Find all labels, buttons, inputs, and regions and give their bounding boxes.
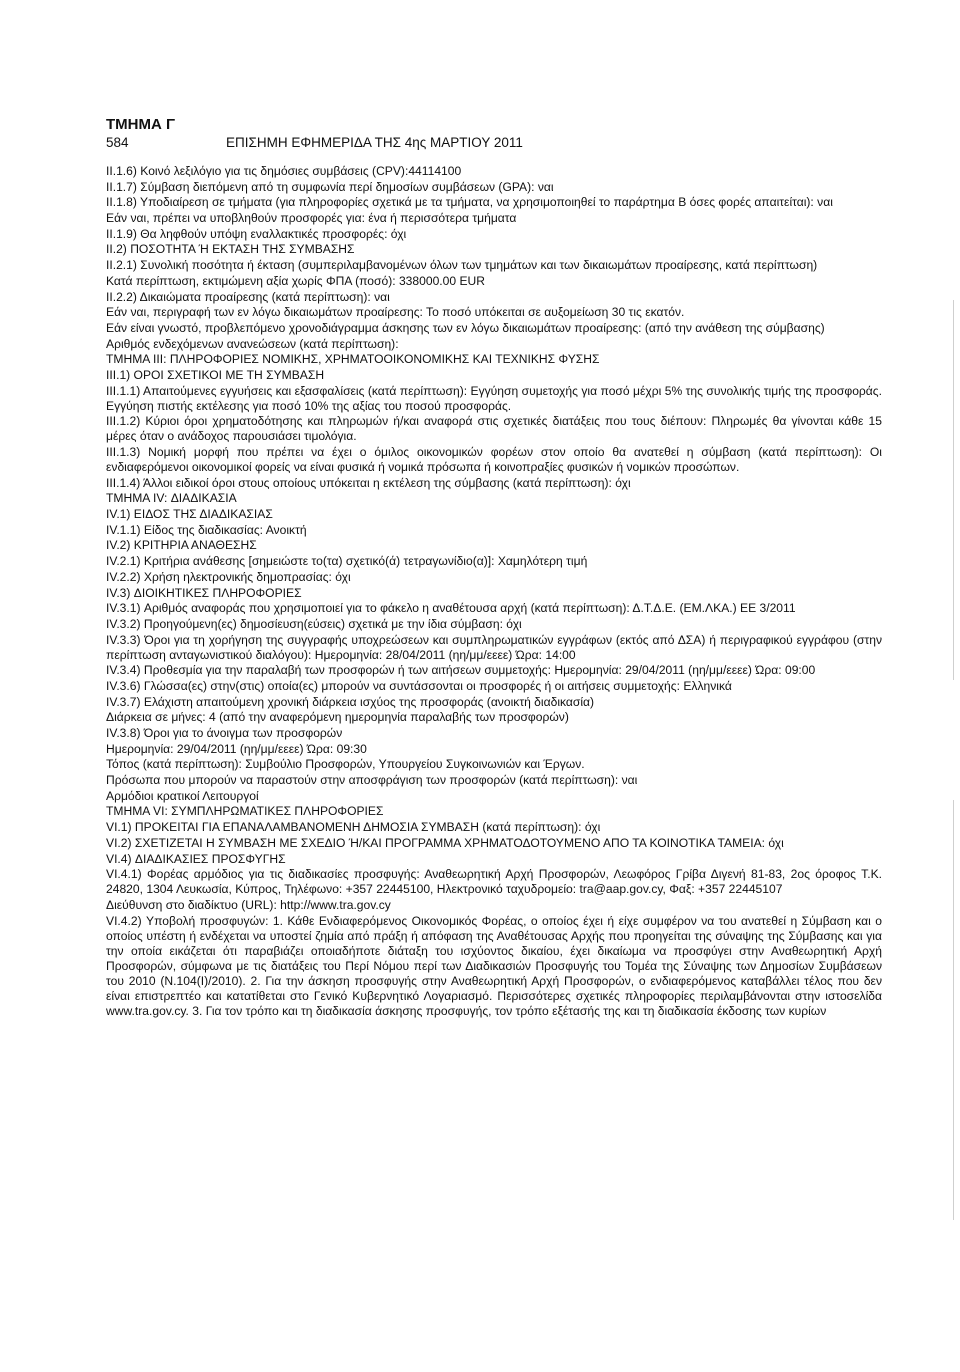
text-paragraph: IV.3.2) Προηγούμενη(ες) δημοσίευση(εύσεις) σχετικά με την ίδια σύμβαση: όχι — [106, 616, 522, 631]
text-paragraph: ΙΙ.1.8) Υποδιαίρεση σε τμήματα (για πληροφορίες σχετικά με τα τμήματα, να χρησιμοποιηθεί το παράρτημα Β όσες φορές απαιτείται): ναι — [106, 195, 833, 210]
section-heading: IV.2) ΚΡΙΤΗΡΙΑ ΑΝΑΘΕΣΗΣ — [106, 538, 257, 553]
text-paragraph: Διάρκεια σε μήνες: 4 (από την αναφερόμενη ημερομηνία παραλαβής των προσφορών) — [106, 710, 569, 725]
text-paragraph: ΙΙ.1.9) Θα ληφθούν υπόψη εναλλακτικές προσφορές: όχι — [106, 226, 407, 241]
text-paragraph: IV.3.8) Όροι για το άνοιγμα των προσφορών — [106, 726, 343, 740]
text-paragraph: Κατά περίπτωση, εκτιμώμενη αξία χωρίς ΦΠΑ (ποσό): 338000.00 EUR — [106, 273, 486, 288]
text-paragraph: Εάν ναι, πρέπει να υποβληθούν προσφορές για: ένα ή περισσότερα τμήματα — [106, 211, 517, 226]
text-paragraph: IV.3.1) Αριθμός αναφοράς που χρησιμοποιεί για το φάκελο η αναθέτουσα αρχή (κατά περίπτωση): Δ.Τ.Δ.Ε. (ΕΜ.ΛΚΑ.) ΕΕ 3/2011 — [106, 601, 796, 616]
text-paragraph: ΙΙΙ.1.3) Νομική μορφή που πρέπει να έχει ο όμιλος οικονομικών φορέων στον οποίο θα ανατεθεί η σύμβαση (κατά περίπτωση): Οι ενδιαφερόμενοι οικονομικοί φορείς να είναι φυσικά ή νομικά πρόσωπα ή κοινοπραξίες φυσικών ή νομικών προσώπων. — [106, 445, 882, 474]
section-heading: VI.2) ΣΧΕΤΙΖΕΤΑΙ Η ΣΥΜΒΑΣΗ ΜΕ ΣΧΕΔΙΟ Ή/ΚΑΙ ΠΡΟΓΡΑΜΜΑ ΧΡΗΜΑΤΟΔΟΤΟΥΜΕΝΟ ΑΠΟ ΤΑ ΚΟΙΝΟΤΙΚΑ ΤΑΜΕΙΑ: όχι — [106, 835, 784, 850]
text-paragraph: Αριθμός ενδεχόμενων ανανεώσεων (κατά περίπτωση): — [106, 336, 399, 351]
section-heading: IV.3) ΔΙΟΙΚΗΤΙΚΕΣ ΠΛΗΡΟΦΟΡΙΕΣ — [106, 585, 302, 600]
text-paragraph: ΙΙ.1.7) Σύμβαση διεπόμενη από τη συμφωνία περί δημοσίων συμβάσεων (GPA): ναι — [106, 179, 554, 194]
text-paragraph: Ημερομηνία: 29/04/2011 (ηη/μμ/εεεε) Ώρα: 09:30 — [106, 741, 367, 756]
text-paragraph: IV.3.4) Προθεσμία για την παραλαβή των προσφορών ή των αιτήσεων συμμετοχής: Ημερομηνία: 29/04/2011 (ηη/μμ/εεεε) Ώρα: 09:00 — [106, 663, 816, 678]
page-number: 584 — [106, 135, 129, 150]
text-paragraph: ΙΙΙ.1.4) Άλλοι ειδικοί όροι στους οποίους υπόκειται η εκτέλεση της σύμβασης (κατά περίπτωση): όχι — [106, 475, 631, 490]
text-paragraph: ΙΙ.1.6) Κοινό λεξιλόγιο για τις δημόσιες συμβάσεις (CPV):44114100 — [106, 164, 462, 178]
text-paragraph: Τόπος (κατά περίπτωση): Συμβούλιο Προσφορών, Υπουργείου Συγκοινωνιών και Έργων. — [106, 757, 585, 772]
document-page — [106, 116, 882, 1019]
text-paragraph: Διεύθυνση στο διαδίκτυο (URL): http://www.tra.gov.cy — [106, 897, 391, 912]
section-heading: ΙΙΙ.1) ΟΡΟΙ ΣΧΕΤΙΚΟΙ ΜΕ ΤΗ ΣΥΜΒΑΣΗ — [106, 367, 325, 382]
scan-edge-mark — [953, 300, 954, 680]
section-heading: IV.1) ΕΙΔΟΣ ΤΗΣ ΔΙΑΔΙΚΑΣΙΑΣ — [106, 507, 273, 522]
text-paragraph: IV.3.3) Όροι για τη χορήγηση της συγγραφής υποχρεώσεων και συμπληρωματικών εγγράφων (εκτός από ΔΣΑ) ή περιγραφικού εγγράφου (στην περίπτωση ανταγωνιστικού διαλόγου): Ημερομηνία: 28/04/2011 (ηη/μμ/εεεε) Ώρα: 14:00 — [106, 632, 882, 662]
text-paragraph: ΙΙ.2.1) Συνολική ποσότητα ή έκταση (συμπεριλαμβανομένων όλων των τμημάτων και των δικαιωμάτων προαίρεσης, κατά περίπτωση) — [106, 258, 818, 273]
text-paragraph: IV.3.7) Ελάχιστη απαιτούμενη χρονική διάρκεια ισχύος της προσφοράς (ανοικτή διαδικασία) — [106, 694, 595, 709]
section-heading: ΙΙ.2) ΠΟΣΟΤΗΤΑ Ή ΕΚΤΑΣΗ ΤΗΣ ΣΥΜΒΑΣΗΣ — [106, 242, 355, 257]
section-heading: ΤΜΗΜΑ ΙV: ΔΙΑΔΙΚΑΣΙΑ — [106, 491, 237, 506]
section-heading: VI.4) ΔΙΑΔΙΚΑΣΙΕΣ ΠΡΟΣΦΥΓΗΣ — [106, 851, 286, 866]
text-paragraph: VI.4.1) Φορέας αρμόδιος για τις διαδικασίες προσφυγής: Αναθεωρητική Αρχή Προσφορών, Λεωφόρος Γρίβα Διγενή 81-83, 2ος όροφος Τ.Κ. 24820, 1304 Λευκωσία, Κύπρος, Τηλέφωνο: +357 22445100, Ηλεκτρονικό ταχυδρομείο: tra@aap.gov.cy, Φαξ: +357 22445107 — [106, 867, 882, 897]
journal-title: ΕΠΙΣΗΜΗ ΕΦΗΜΕΡΙΔΑ ΤΗΣ 4ης ΜΑΡΤΙΟΥ 2011 — [226, 135, 523, 150]
text-paragraph: IV.2.1) Κριτήρια ανάθεσης [σημειώστε το(τα) σχετικό(ά) τετραγωνίδιο(α)]: Χαμηλότερη τιμή — [106, 554, 588, 569]
text-paragraph: Εάν ναι, περιγραφή των εν λόγω δικαιωμάτων προαίρεσης: Το ποσό υπόκειται σε αυξομείωση 30 τις εκατόν. — [106, 305, 685, 320]
text-paragraph: Αρμόδιοι κρατικοί Λειτουργοί — [106, 788, 259, 803]
text-paragraph: VI.4.2) Υποβολή προσφυγών: 1. Κάθε Ενδιαφερόμενος Οικονομικός Φορέας, ο οποίος έχει ή είχε συμφέρον να του ανατεθεί η Σύμβαση και ο οποίος υπέστη ή ενδέχεται να υποστεί ζημία από πράξη ή απόφαση της Αναθέτουσας Αρχής που προηγείται της σύναψης της Σύμβασης και για την οποία εικάζεται ότι παραβιάζει οποιαδήποτε διάταξη του ισχύοντος δικαίου, έχει δικαίωμα να προσφύγει στην Αναθεωρητική Αρχή Προσφορών, σύμφωνα με τις διατάξεις του Περί Νόμου περί των Διαδικασιών Προσφυγής του Τομέα της Σύναψης των Δημοσίων Συμβάσεων του 2010 (N.104(I)/2010). 2. Για την άσκηση προσφυγής στην Αναθεωρητική Αρχή Προσφορών, ο ενδιαφερόμενος καταβάλλει τέλος που δεν είναι επιστρεπτέο και κατατίθεται στο Γενικό Κυβερνητικό Λογαριασμό. Περισσότερες σχετικές πληροφορίες περιλαμβάνονται στην ιστοσελίδα www.tra.gov.cy. 3. Για τον τρόπο και τη διαδικασία άσκησης προσφυγής, τον τρόπο εξέτασής της και τη διαδικασία έκδοσης των κυρίων — [106, 913, 882, 1018]
section-heading: ΤΜΗΜΑ VΙ: ΣΥΜΠΛΗΡΩΜΑΤΙΚΕΣ ΠΛΗΡΟΦΟΡΙΕΣ — [106, 804, 384, 819]
text-paragraph: Εάν είναι γνωστό, προβλεπόμενο χρονοδιάγραμμα άσκησης των εν λόγω δικαιωμάτων προαίρεσης: (από την ανάθεση της σύμβασης) — [106, 320, 825, 335]
text-paragraph: IV.3.6) Γλώσσα(ες) στην(στις) οποία(ες) μπορούν να συντάσσονται οι προσφορές ή οι αιτήσεις συμμετοχής: Ελληνικά — [106, 678, 732, 693]
text-paragraph: ΙΙ.2.2) Δικαιώματα προαίρεσης (κατά περίπτωση): ναι — [106, 289, 390, 304]
text-paragraph: ΙΙΙ.1.1) Απαιτούμενες εγγυήσεις και εξασφαλίσεις (κατά περίπτωση): Εγγύηση συμετοχής για ποσό μέχρι 5% της συνολικής τιμής της προσφοράς. Εγγύηση πιστής εκτέλεσης για ποσό 10% της αξίας του ποσού προσφοράς. — [106, 383, 882, 413]
scan-edge-mark — [953, 800, 954, 1220]
text-paragraph: ΙΙΙ.1.2) Κύριοι όροι χρηματοδότησης και πληρωμών ή/και αναφορά στις σχετικές διατάξεις που τους διέπουν: Πληρωμές θα γίνονται κάθε 15 μέρες όταν ο ανάδοχος παρουσιάσει τιμολόγια. — [106, 414, 882, 444]
section-heading: VI.1) ΠΡΟΚΕΙΤΑΙ ΓΙΑ ΕΠΑΝΑΛΑΜΒΑΝΟΜΕΝΗ ΔΗΜΟΣΙΑ ΣΥΜΒΑΣΗ (κατά περίπτωση): όχι — [106, 820, 601, 835]
text-paragraph: IV.2.2) Χρήση ηλεκτρονικής δημοπρασίας: όχι — [106, 569, 351, 584]
header-row — [106, 135, 882, 150]
document-body — [106, 164, 882, 1019]
page-header — [106, 116, 882, 150]
text-paragraph: IV.1.1) Είδος της διαδικασίας: Ανοικτή — [106, 522, 307, 537]
section-heading: ΤΜΗΜΑ ΙΙΙ: ΠΛΗΡΟΦΟΡΙΕΣ ΝΟΜΙΚΗΣ, ΧΡΗΜΑΤΟΟΙΚΟΝΟΜΙΚΗΣ ΚΑΙ ΤΕΧΝΙΚΗΣ ΦΥΣΗΣ — [106, 352, 600, 367]
text-paragraph: Πρόσωπα που μπορούν να παραστούν στην αποσφράγιση των προσφορών (κατά περίπτωση): ναι — [106, 773, 638, 788]
section-label: ΤΜΗΜΑ Γ — [106, 116, 176, 133]
